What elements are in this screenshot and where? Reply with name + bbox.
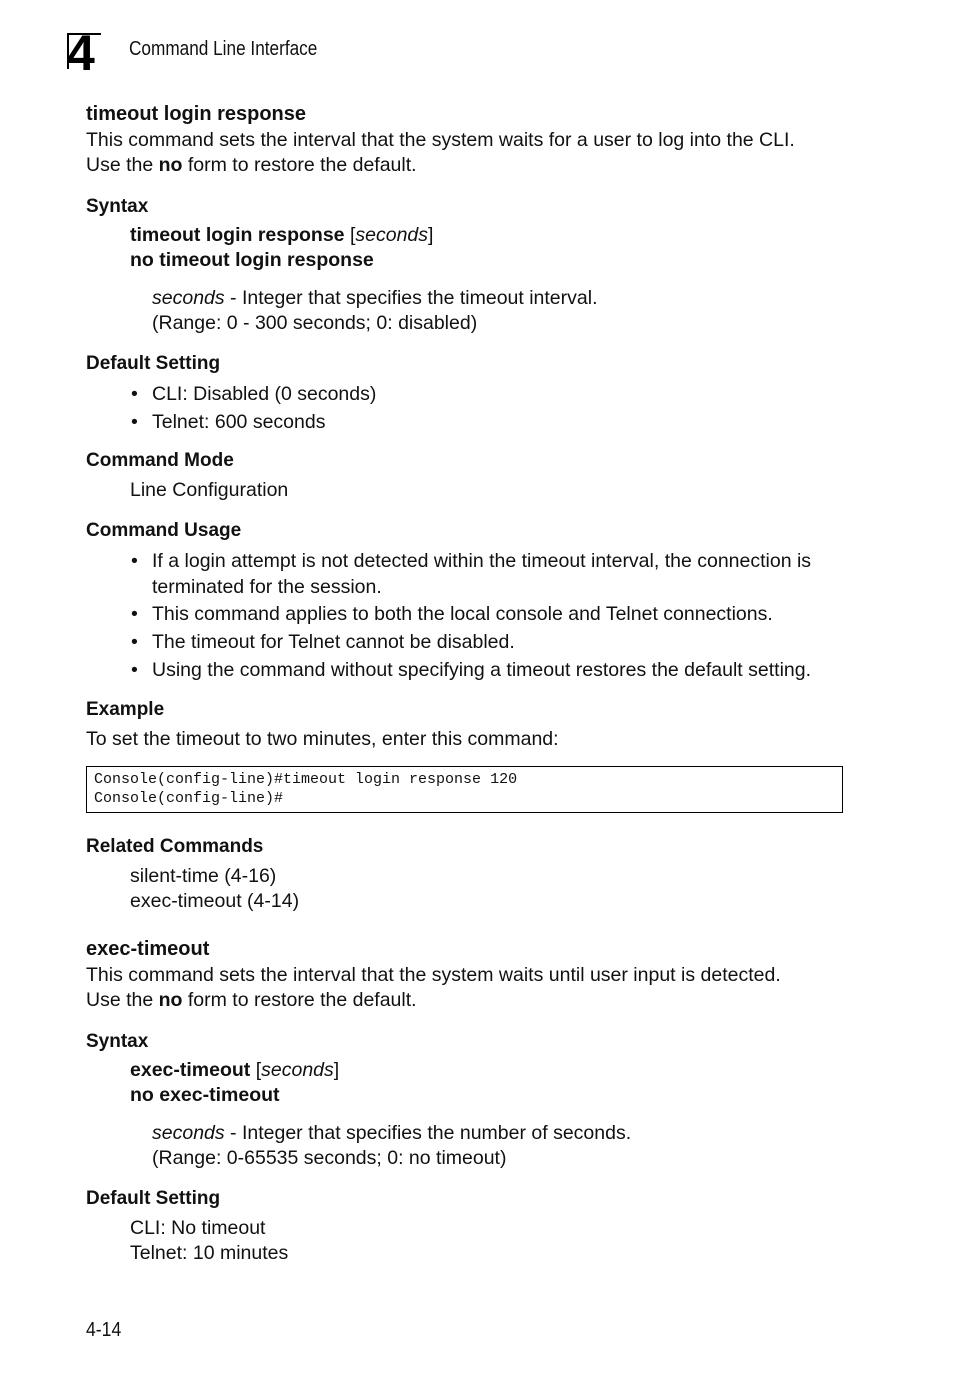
syntax-command-line: exec-timeout [seconds]	[130, 1059, 340, 1081]
no-keyword: no	[158, 989, 183, 1011]
default-setting-item: Telnet: 10 minutes	[130, 1242, 289, 1264]
related-command-item: exec-timeout (4-14)	[130, 890, 300, 912]
syntax-command-line: timeout login response [seconds]	[130, 224, 434, 246]
running-header-title: Command Line Interface	[129, 38, 318, 60]
list-item: • Using the command without specifying a timeout restores the default setting.	[131, 659, 812, 681]
default-setting-item: CLI: No timeout	[130, 1217, 266, 1239]
list-item: • The timeout for Telnet cannot be disabled.	[131, 631, 515, 653]
command-usage-heading: Command Usage	[86, 520, 242, 541]
list-item-continuation: terminated for the session.	[152, 576, 382, 598]
command-title-timeout-login-response: timeout login response	[86, 103, 307, 125]
command-title-exec-timeout: exec-timeout	[86, 938, 210, 960]
command-description-no-form: Use the no form to restore the default.	[86, 154, 417, 176]
example-intro: To set the timeout to two minutes, enter this command:	[86, 728, 559, 750]
list-item: • If a login attempt is not detected within the timeout interval, the connection is	[131, 550, 812, 572]
syntax-heading: Syntax	[86, 196, 149, 217]
parameter-range: (Range: 0-65535 seconds; 0: no timeout)	[152, 1147, 507, 1169]
default-setting-heading: Default Setting	[86, 1188, 221, 1209]
page-number: 4-14	[86, 1319, 122, 1341]
syntax-no-command-line: no exec-timeout	[130, 1084, 280, 1106]
related-commands-heading: Related Commands	[86, 836, 264, 857]
parameter-range: (Range: 0 - 300 seconds; 0: disabled)	[152, 312, 478, 334]
parameter-description: seconds - Integer that specifies the number of seconds.	[152, 1122, 632, 1144]
chapter-number: 4	[67, 25, 95, 81]
code-line: Console(config-line)#	[94, 790, 284, 807]
command-description-line: This command sets the interval that the system waits for a user to log into the CLI.	[86, 129, 795, 151]
parameter-description: seconds - Integer that specifies the timeout interval.	[152, 287, 598, 309]
command-mode-value: Line Configuration	[130, 479, 289, 501]
example-heading: Example	[86, 699, 165, 720]
default-setting-heading: Default Setting	[86, 353, 221, 374]
list-item: • CLI: Disabled (0 seconds)	[131, 383, 377, 405]
list-item: • This command applies to both the local console and Telnet connections.	[131, 603, 773, 625]
list-item: • Telnet: 600 seconds	[131, 411, 326, 433]
syntax-no-command-line: no timeout login response	[130, 249, 374, 271]
command-description-no-form: Use the no form to restore the default.	[86, 989, 417, 1011]
syntax-heading: Syntax	[86, 1031, 149, 1052]
command-mode-heading: Command Mode	[86, 450, 234, 471]
no-keyword: no	[158, 154, 183, 176]
code-example-box	[86, 766, 843, 813]
command-description-line: This command sets the interval that the system waits until user input is detected.	[86, 964, 781, 986]
code-line: Console(config-line)#timeout login response 120	[94, 771, 518, 788]
related-command-item: silent-time (4-16)	[130, 865, 277, 887]
